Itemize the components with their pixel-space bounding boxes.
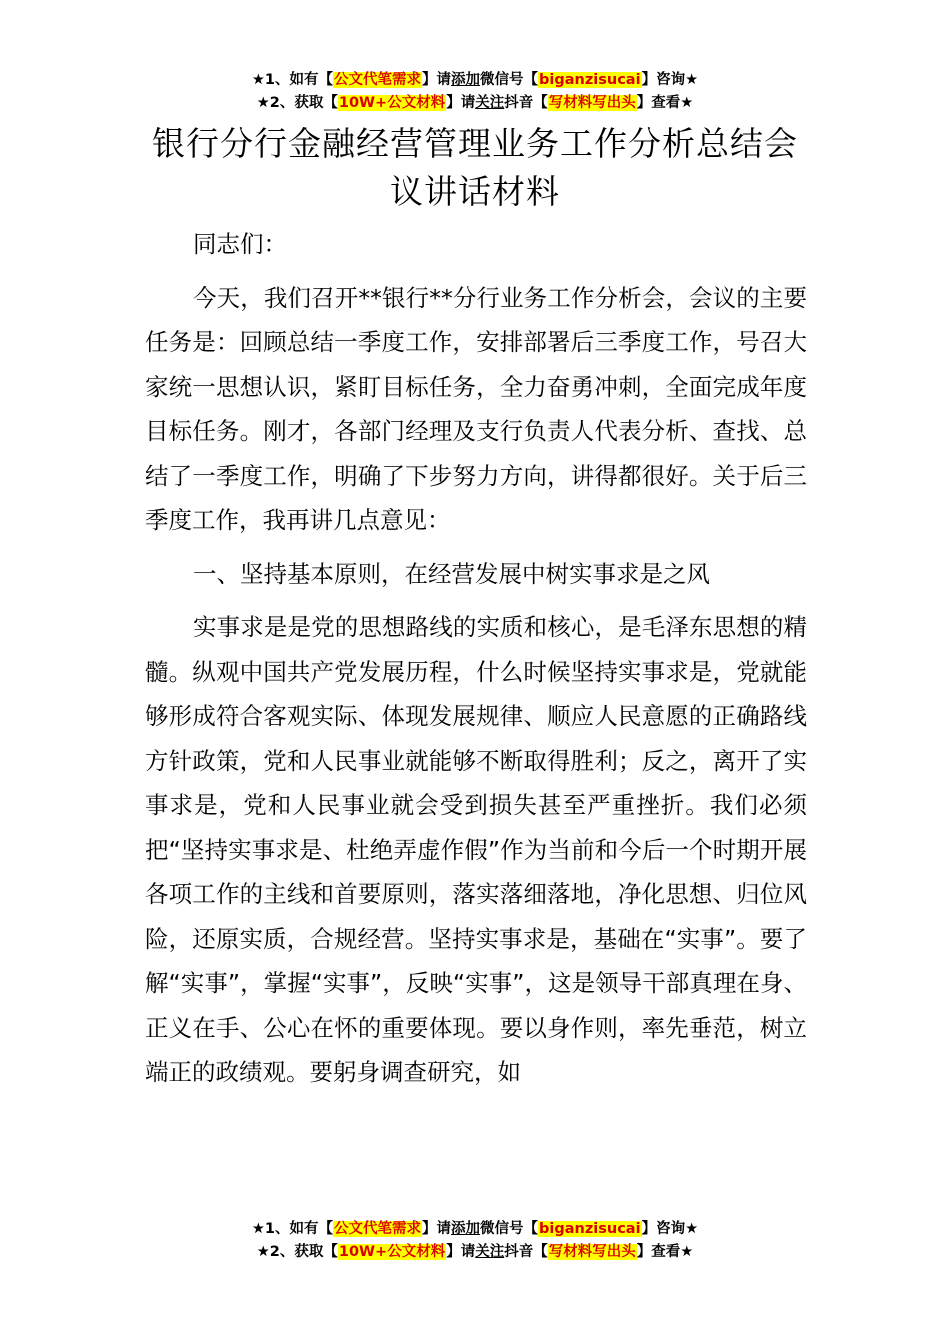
title-line-2: 议讲话材料 [390, 172, 560, 211]
document-body [145, 222, 807, 1104]
paragraph-section-1: 实事求是是党的思想路线的实质和核心，是毛泽东思想的精髓。纵观中国共产党发展历程，什么时候坚持实事求是，党就能够形成符合客观实际、体现发展规律、顺应人民意愿的正确路线方针政策，党和人民事业就能够不断取得胜利；反之，离开了实事求是，党和人民事业就会受到损失甚至严重挫折。我们必须把“坚持实事求是、杜绝弄虚作假”作为当前和今后一个时期开展各项工作的主线和首要原则，落实落细落地，净化思想、归位风险，还原实质，合规经营。坚持实事求是，基础在“实事”。要了解“实事”，掌握“实事”，反映“实事”，这是领导干部真理在身、正义在手、公心在怀的重要体现。要以身作则，率先垂范，树立端正的政绩观。要躬身调查研究，如 [145, 613, 807, 1086]
banner-text: 抖音【 [504, 1244, 548, 1260]
title-line-1: 银行分行金融经营管理业务工作分析总结会 [152, 124, 798, 163]
banner-text: ★1、如有【 [251, 72, 334, 88]
document-title [145, 120, 805, 216]
highlight-service: 公文代笔需求 [334, 72, 422, 88]
banner-text: ★2、获取【 [256, 1244, 338, 1260]
banner-text: 】查看★ [636, 95, 694, 111]
banner-text: 抖音【 [504, 95, 548, 111]
banner-text: 】咨询★ [641, 1221, 699, 1237]
banner-text: 】请 [446, 95, 476, 111]
banner-line-2 [0, 92, 950, 115]
underlined-follow: 关注 [475, 95, 505, 111]
footer-banner [0, 1218, 950, 1264]
banner-text: 】查看★ [636, 1244, 694, 1260]
highlight-wechat-id: biganzisucai [539, 1221, 641, 1237]
underlined-add: 添加 [451, 1221, 481, 1237]
banner-text: ★2、获取【 [256, 95, 338, 111]
banner-text: 】请 [422, 1221, 452, 1237]
underlined-follow: 关注 [475, 1244, 505, 1260]
banner-text: ★1、如有【 [251, 1221, 334, 1237]
banner-line-1 [0, 69, 950, 92]
highlight-douyin-id: 写材料写出头 [548, 1244, 636, 1260]
highlight-service: 公文代笔需求 [334, 1221, 422, 1237]
banner-text: 微信号【 [480, 1221, 539, 1237]
highlight-materials: 10W+公文材料 [338, 95, 446, 111]
underlined-add: 添加 [451, 72, 481, 88]
banner-text: 微信号【 [480, 72, 539, 88]
highlight-wechat-id: biganzisucai [539, 72, 641, 88]
banner-line-1 [0, 1218, 950, 1241]
highlight-materials: 10W+公文材料 [338, 1244, 446, 1260]
banner-text: 】咨询★ [641, 72, 699, 88]
banner-text: 】请 [446, 1244, 476, 1260]
banner-line-2 [0, 1241, 950, 1264]
paragraph-intro: 今天，我们召开**银行**分行业务工作分析会，会议的主要任务是：回顾总结一季度工作，安排部署后三季度工作，号召大家统一思想认识，紧盯目标任务，全力奋勇冲刺，全面完成年度目标任务。刚才，各部门经理及支行负责人代表分析、查找、总结了一季度工作，明确了下步努力方向，讲得都很好。关于后三季度工作，我再讲几点意见： [145, 283, 807, 534]
salutation: 同志们： [193, 230, 287, 258]
banner-text: 】请 [422, 72, 452, 88]
highlight-douyin-id: 写材料写出头 [548, 95, 636, 111]
section-heading-1: 一、坚持基本原则，在经营发展中树实事求是之风 [193, 559, 710, 588]
header-banner [0, 69, 950, 115]
